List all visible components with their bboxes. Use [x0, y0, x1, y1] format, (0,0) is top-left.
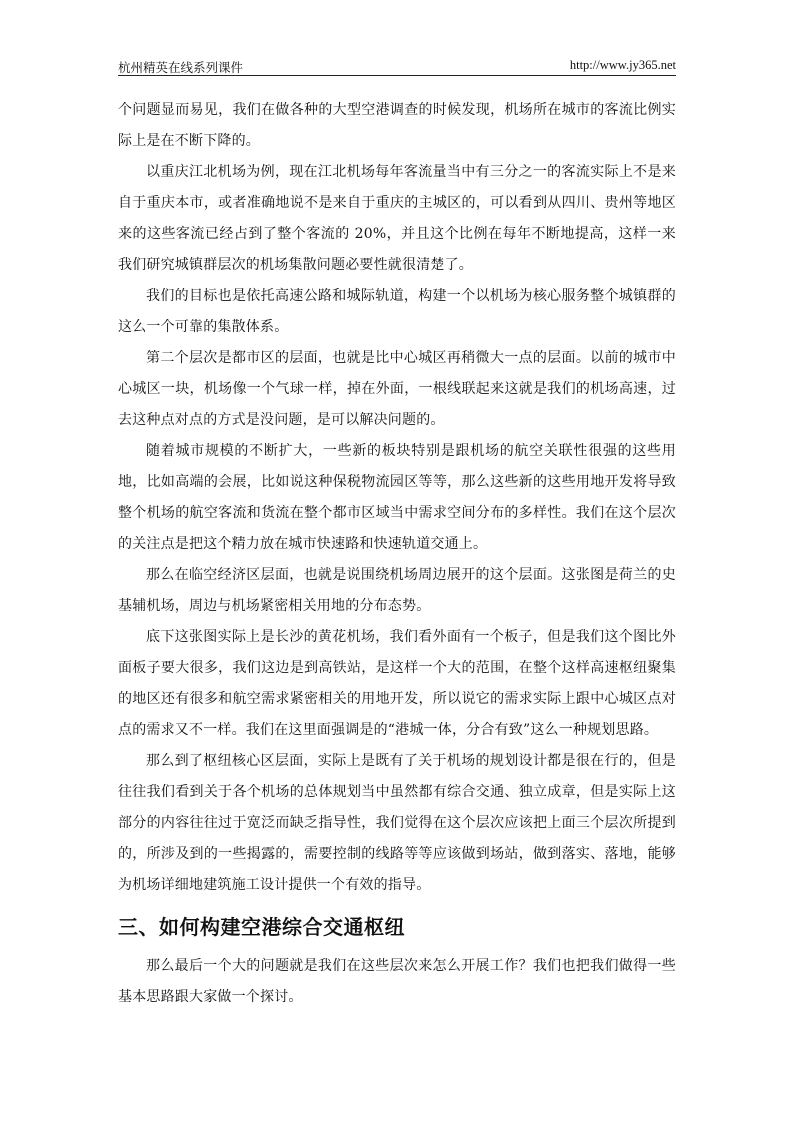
paragraph-airport-economy-zone: 那么在临空经济区层面，也就是说围绕机场周边展开的这个层面。这张图是荷兰的史基辅机场，周边与机场紧密相关用地的分布态势。 — [118, 567, 676, 614]
page-header — [118, 55, 676, 76]
document-body — [118, 95, 676, 1013]
paragraph-continuation: 个问题显而易见，我们在做各种的大型空港调查的时候发现，机场所在城市的客流比例实际上是在不断下降的。 — [118, 102, 676, 149]
paragraph-metro-level: 第二个层次是都市区的层面，也就是比中心城区再稍微大一点的层面。以前的城市中心城区一块，机场像一个气球一样，掉在外面，一根线联起来这就是我们的机场高速，过去这种点对点的方式是没问题，是可以解决问题的。 — [118, 350, 676, 428]
paragraph-chongqing-example: 以重庆江北机场为例，现在江北机场每年客流量当中有三分之一的客流实际上不是来自于重庆本市，或者准确地说不是来自于重庆的主城区的，可以看到从四川、贵州等地区来的这些客流已经占到了整个客流的 20%，并且这个比例在每年不断地提高，这样一来我们研究城镇群层次的机场集散问题必要性就很清楚了。 — [118, 164, 676, 273]
header-url: http://www.jy365.net — [569, 58, 676, 72]
paragraph-closing: 那么最后一个大的问题就是我们在这些层次来怎么开展工作？我们也把我们做得一些基本思路跟大家做一个探讨。 — [118, 958, 676, 1005]
section-heading: 三、如何构建空港综合交通枢纽 — [118, 915, 405, 939]
paragraph-changsha-example: 底下这张图实际上是长沙的黄花机场，我们看外面有一个板子，但是我们这个图比外面板子要大很多，我们这边是到高铁站，是这样一个大的范围，在整个这样高速枢纽聚集的地区还有很多和航空需求紧密相关的用地开发，所以说它的需求实际上跟中心城区点对点的需求又不一样。我们在这里面强调是的“港城一体，分合有致”这么一种规划思路。 — [118, 629, 676, 738]
paragraph-hub-core-level: 那么到了枢纽核心区层面，实际上是既有了关于机场的规划设计都是很在行的，但是往往我们看到关于各个机场的总体规划当中虽然都有综合交通、独立成章，但是实际上这部分的内容往往过于宽泛而缺乏指导性，我们觉得在这个层次应该把上面三个层次所提到的，所涉及到的一些揭露的，需要控制的线路等等应该做到场站，做到落实、落地，能够为机场详细地建筑施工设计提供一个有效的指导。 — [118, 753, 676, 893]
paragraph-city-expansion: 随着城市规模的不断扩大，一些新的板块特别是跟机场的航空关联性很强的这些用地，比如高端的会展，比如说这种保税物流园区等等，那么这些新的这些用地开发将导致整个机场的航空客流和货流在整个都市区域当中需求空间分布的多样性。我们在这个层次的关注点是把这个精力放在城市快速路和快速轨道交通上。 — [118, 443, 676, 552]
paragraph-goal: 我们的目标也是依托高速公路和城际轨道，构建一个以机场为核心服务整个城镇群的这么一个可靠的集散体系。 — [118, 288, 676, 335]
header-title: 杭州精英在线系列课件 — [118, 60, 244, 75]
